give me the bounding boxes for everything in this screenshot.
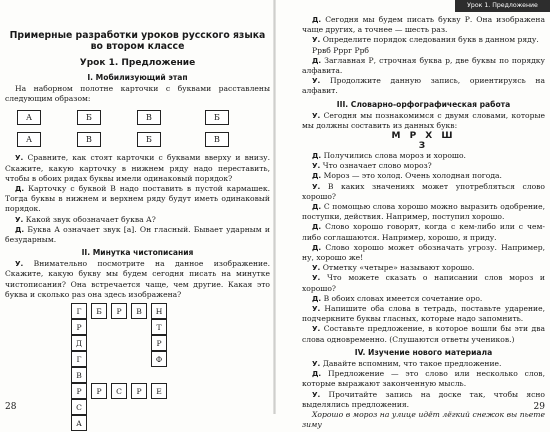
dialogue-text: Слово хорошо может обозначать угрозу. Например, ну, хорошо же! [302,242,545,263]
speaker-label: У. [312,324,321,334]
dialogue-line [302,46,545,56]
speaker-label: Д. [312,55,322,65]
dialogue-line [302,324,545,344]
dialogue-line [5,184,270,215]
speaker-label: У. [312,76,321,86]
speaker-label: Д. [15,224,25,234]
dialogue-text: Сегодня мы будем писать букву Р. Она изображена чаще других, а точнее — шесть раз. [302,15,545,35]
dialogue-line [5,153,270,184]
frame-letter-cell: С [71,399,87,415]
speaker-label: У. [312,358,321,368]
speaker-label: У. [312,161,321,171]
left-page [0,0,275,429]
frame-letter-cell: Е [151,383,167,399]
letter-card: Б [77,110,101,125]
dialogue-text: Внимательно посмотрите на данное изображение. Скажите, какую букву мы будем сегодня писать на минутке чистописания? Она встречается чаще, чем другие. Какая это буква и сколько раз она здесь изображена? [5,259,270,299]
section3-heading: III. Словарно-орфографическая работа [336,99,511,109]
speaker-label: Д. [312,222,322,232]
page-title: Примерные разработки уроков русского языка во втором классе [9,30,266,52]
dialogue-line [302,161,545,171]
frame-letter-cell: Р [131,383,147,399]
speaker-label: Д. [312,151,322,161]
speaker-label: У. [312,389,321,399]
section1-heading: I. Мобилизующий этап [87,73,188,82]
frame-letter-cell: Г [71,303,87,319]
frame-letter-cell: Р [151,335,167,351]
speaker-label: У. [15,153,24,163]
letter-set-top: М Р Х Ш [391,131,456,142]
letter-frame [71,303,191,429]
dialogue-line [302,35,545,45]
speaker-label: Д. [312,242,322,252]
dialogue4 [302,359,545,410]
dialogue-text: Давайте вспомним, что такое предложение. [322,358,502,368]
dialogue-text: Получились слова мороз и хорошо. [323,151,466,161]
dialogue-text: В каких значениях может употребляться слово хорошо? [302,181,545,201]
letter-card: Б [137,132,161,147]
left-column [5,0,270,429]
board-text: Хорошо в мороз на улице идёт лёгкий снежок вы пьете зиму [302,409,545,430]
dialogue-continued [302,15,545,97]
speaker-label: У. [312,181,321,191]
letter-set-bottom: З [418,141,429,152]
dialogue-line [302,369,545,389]
frame-letter-cell: А [71,415,87,431]
letter-card: В [77,132,101,147]
frame-letter-cell: Н [151,303,167,319]
dialogue-line [302,76,545,96]
dialogue-line [302,202,545,222]
dialogue-line [5,225,270,245]
frame-letter-cell: Р [111,303,127,319]
speaker-label: У. [15,259,24,269]
dialogue-text: Составьте предложение, в которое вошли бы эти два слова одновременно. (Слушаются ответы учеников.) [302,324,545,344]
page-number-left: 28 [5,402,17,412]
dialogue-line [5,259,270,300]
speaker-label: Д. [312,171,322,181]
card-row-top [5,110,270,126]
dialogue-text: Определите порядок следования букв в данном ряду. [322,35,539,45]
right-column [302,15,545,430]
speaker-label: Д. [15,184,25,194]
section3-intro [302,111,545,131]
speaker-label: У. [312,273,321,283]
dialogue-text: Что означает слово мороз? [322,161,432,171]
frame-letter-cell: Д [71,335,87,351]
lesson-heading: Урок 1. Предложение [79,58,196,68]
speaker-label: У. [15,214,24,224]
running-head: Урок 1. Предложение [455,0,550,12]
frame-letter-cell: Г [71,351,87,367]
frame-letter-cell: В [131,303,147,319]
right-page [275,0,550,430]
speaker-label: У. [312,263,321,273]
frame-letter-cell: Б [91,303,107,319]
dialogue-line [302,359,545,369]
dialogue-text: В обоих словах имеется сочетание оро. [323,293,483,303]
section1-intro: На наборном полотне карточки с буквами расставлены следующим образом: [5,84,270,104]
dialogue-line [302,56,545,76]
dialogue-text: С помощью слова хорошо можно выразить одобрение, поступки, действия. Например, поступил хорошо. [302,202,545,222]
section4-heading: IV. Изучение нового материала [354,347,493,357]
dialogue3 [302,151,545,345]
frame-letter-cell: Т [151,319,167,335]
dialogue-line [302,294,545,304]
dialogue-text: Напишите оба слова в тетрадь, поставьте ударение, подчеркните буквы гласных, которые надо запомнить. [302,304,545,324]
dialogue-line [302,263,545,273]
dialogue-text: Отметку «четыре» называют хорошо. [322,263,475,273]
section2-text [5,259,270,300]
dialogue-text: Какой звук обозначает буква А? [25,214,156,224]
dialogue-line [302,151,545,161]
section2-heading: II. Минутка чистописания [81,248,194,258]
letter-card: В [205,132,229,147]
dialogue-line [302,273,545,293]
dialogue-text: Предложение — это слово или несколько слов, которые выражают законченную мысль. [302,369,545,389]
dialogue-line [302,222,545,242]
dialogue-line [302,171,545,181]
dialogue-text: Заглавная Р, строчная буква р, две буквы по порядку алфавита. [302,55,545,76]
dialogue-text: Слово хорошо говорят, когда с кем-либо или с чем-либо соглашаются. Например, хорошо, я приду. [302,222,545,242]
dialogue-line [302,243,545,263]
speaker-label: Д. [312,15,322,24]
dialogue-line [302,182,545,202]
dialogue-line [302,304,545,324]
dialogue-text: Продолжите данную запись, ориентируясь на алфавит. [302,76,545,96]
frame-letter-cell: Ф [151,351,167,367]
speaker-label: Д. [312,369,322,379]
dialogue-text: Прочитайте запись на доске так, чтобы ясно выделялись предложения. [302,389,545,409]
card-row-bottom [5,132,270,148]
letter-card: В [137,110,161,125]
dialogue-text: Что можете сказать о написании слов мороз и хорошо? [302,273,545,293]
dialogue-line [302,15,545,35]
frame-letter-cell: С [111,383,127,399]
speaker-label: У. [312,304,321,314]
frame-letter-cell: Р [71,319,87,335]
dialogue-line [5,215,270,225]
speaker-label: Д. [312,202,322,212]
speaker-label: У. [312,110,321,120]
speaker-label: У. [312,35,321,45]
dialogue-line [302,390,545,410]
dialogue-text: Сравните, как стоят карточки с буквами вверху и внизу. Скажите, какую карточку в нижнем ряду надо переставить, чтобы в обоих рядах буквы имели одинаковый порядок? [5,153,270,183]
section3-intro-text: Сегодня мы познакомимся с двумя словами, которые мы должны составить из данных букв: [302,110,546,130]
dialogue-text: Мороз — это холод. Очень холодная погода. [323,171,502,181]
frame-letter-cell: Р [91,383,107,399]
letter-card: А [17,132,41,147]
letter-card: Б [205,110,229,125]
letter-card: А [17,110,41,125]
frame-letter-cell: Р [71,383,87,399]
frame-letter-cell: В [71,367,87,383]
page-number-right: 29 [533,402,545,412]
dialogue1 [5,153,270,245]
dialogue-text: Буква А означает звук [а]. Он гласный. Бывает ударным и безударным. [5,224,270,245]
dialogue-text: Карточку с буквой В надо поставить в пустой кармашек. Тогда буквы в нижнем и верхнем ряду будут иметь одинаковый порядок. [5,184,270,214]
dialogue-text: Ррвб Рррг Ррб [312,45,369,55]
speaker-label: Д. [312,293,322,303]
